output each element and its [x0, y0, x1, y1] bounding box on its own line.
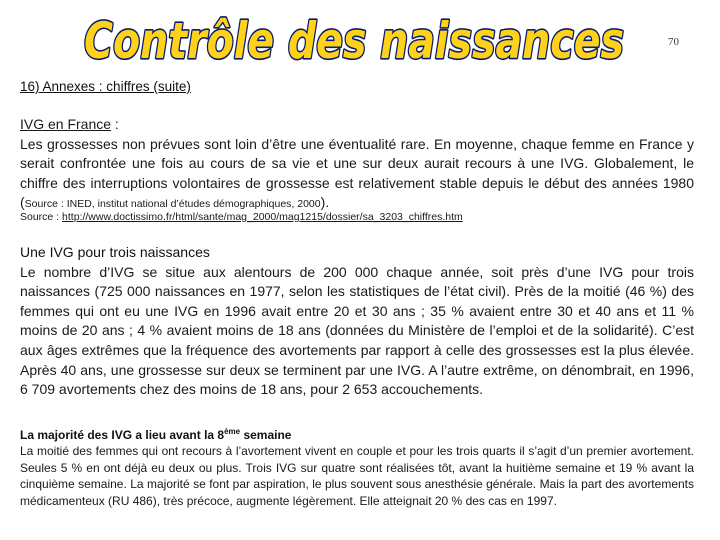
- title-text: Contrôle des naissances: [84, 12, 624, 70]
- source-line: [20, 211, 463, 223]
- ivg-france-paragraph: [20, 115, 694, 215]
- slide-title: [74, 6, 634, 70]
- ivg-france-label: IVG en France: [20, 116, 112, 132]
- trois-naissances-text: Le nombre d’IVG se situe aux alentours de 200 000 chaque année, soit près d’une IVG pour trois naissances (725 000 naissances en 1977, selon les statistiques de l’état civil). Près de la moitié (46 %) des femmes qui ont eu une IVG en 1996 avait entre 20 et 30 ans ; 35 % avaient entre 30 et 40 ans et 11 % moins de 20 ans ; 4 % avaient moins de 18 ans (données du Ministère de l’emploi et de la solidarité). C’est aux âges extrêmes que la fréquence des avortements par rapport à celle des grossesses est la plus élevée. Après 40 ans, une grossesse sur deux se terminent par une IVG. A l’autre extrême, on dénombrait, en 1996, 6 709 avortements chez des moins de 18 ans, pour 2 653 accouchements.: [20, 263, 694, 398]
- source-link[interactable]: http://www.doctissimo.fr/html/sante/mag_2000/mag1215/dossier/sa_3203_chiffres.htm: [62, 211, 463, 223]
- ivg-france-close: ).: [320, 194, 330, 210]
- section-heading: 16) Annexes : chiffres (suite): [20, 79, 191, 94]
- majorite-heading: [20, 427, 291, 442]
- majorite-heading-prefix: La majorité des IVG a lieu avant la 8: [20, 428, 225, 442]
- page-number: 70: [668, 36, 679, 48]
- ivg-france-source: Source : INED, institut national d’études démographiques, 2000: [24, 198, 321, 210]
- trois-naissances-heading: Une IVG pour trois naissances: [20, 244, 210, 260]
- ivg-france-text: Les grossesses non prévues sont loin d’être une éventualité rare. En moyenne, chaque femme en France y serait confrontée une fois au cours de sa vie et une sur deux aurait recours à une IVG. Globalement, le chiffre des interruptions volontaires de grossesse est relativement stable depuis le début des années 1980 (: [20, 135, 694, 210]
- majorite-paragraph: La moitié des femmes qui ont recours à l’avortement vivent en couple et pour les trois quarts il s’agit d’un premier avortement. Seules 5 % en ont déjà eu deux ou plus. Trois IVG sur quatre sont réalisées tôt, avant la huitième semaine et 19 % avant la cinquième semaine. La majorité se font par aspiration, le plus souvent sous anesthésie générale. Mais la part des avortements médicamenteux (RU 486), très précoce, augmente légèrement. Elle atteignait 20 % des cas en 1997.: [20, 444, 694, 508]
- source-prefix: Source :: [20, 211, 63, 223]
- majorite-heading-sup: ème: [224, 427, 241, 436]
- ivg-france-label-suffix: :: [111, 116, 119, 132]
- trois-naissances-section: [20, 243, 694, 400]
- majorite-heading-suffix: semaine: [240, 428, 292, 442]
